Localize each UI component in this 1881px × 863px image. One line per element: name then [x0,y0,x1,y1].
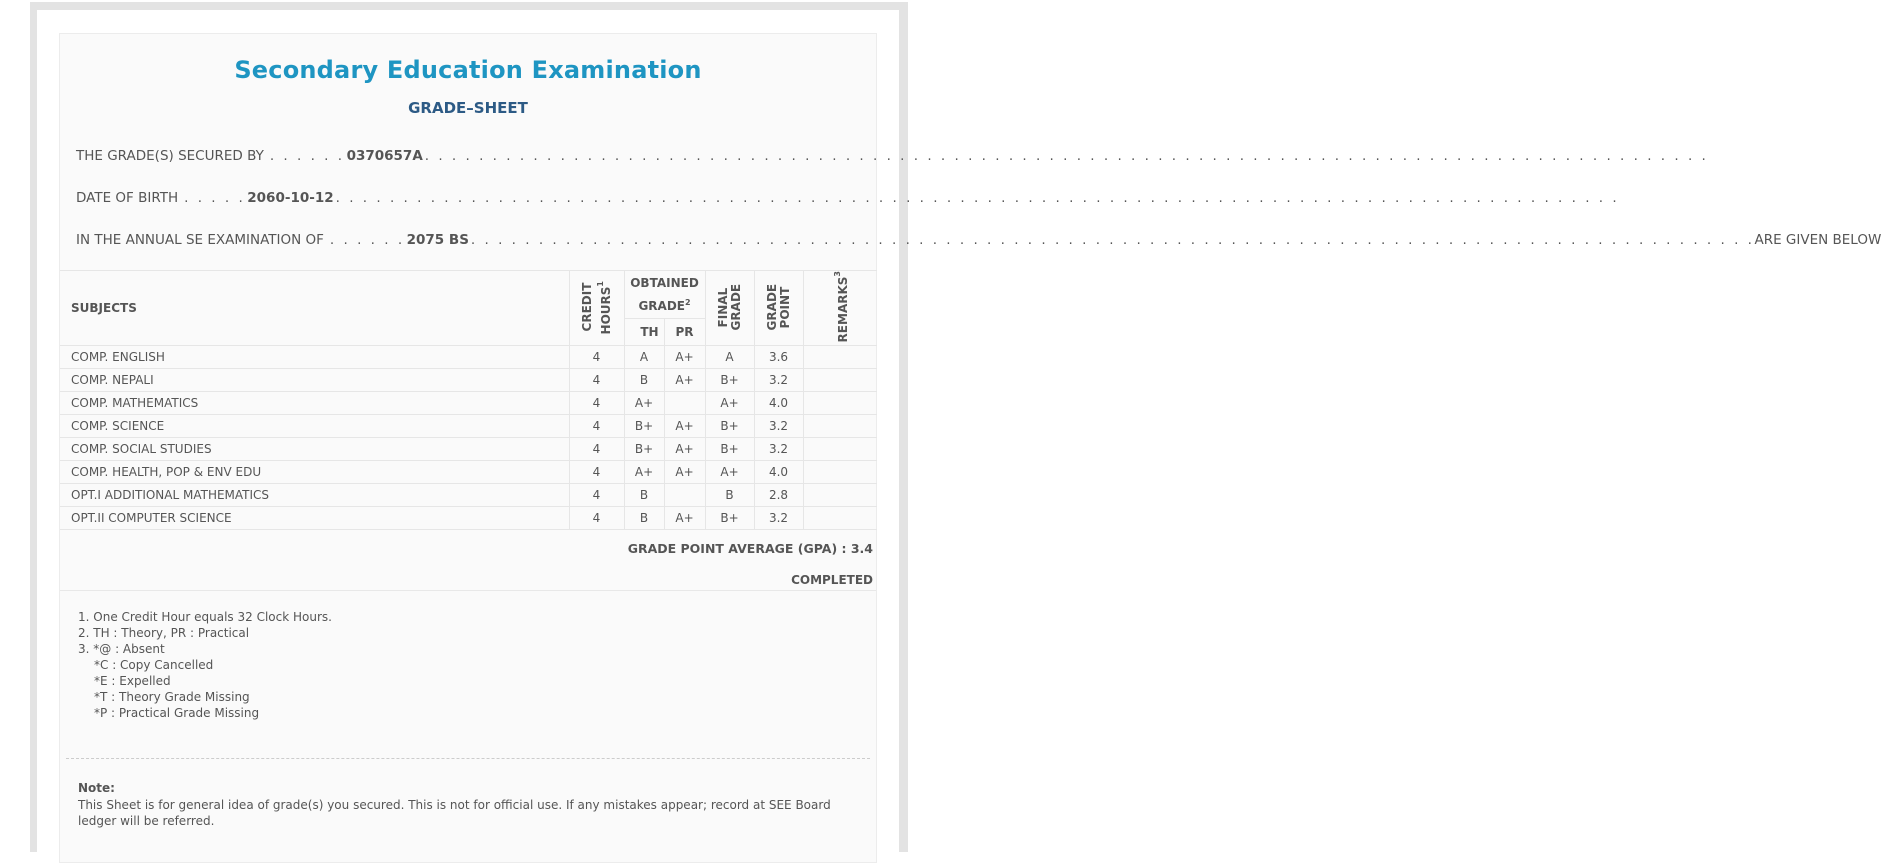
secured-label: THE GRADE(S) SECURED BY [76,148,264,164]
grade-point-cell: 3.2 [754,507,803,530]
th-grade-cell: B [624,507,664,530]
credit-cell: 4 [569,507,624,530]
subject-cell: COMP. MATHEMATICS [60,392,569,415]
credit-cell: 4 [569,369,624,392]
remarks-cell [803,507,877,530]
note-text: This Sheet is for general idea of grade(s) you secured. This is not for official use. If any mistakes appear; record at SEE Board ledger will be referred. [78,798,831,828]
footnote-item: 1. One Credit Hour equals 32 Clock Hours. [78,610,332,624]
table-row [60,346,877,369]
page-subtitle: GRADE–SHEET [408,99,528,117]
th-grade-cell: B+ [624,415,664,438]
secured-by-line [76,148,1709,168]
footnote-item: 3. *@ : Absent [78,642,165,656]
remarks-cell [803,461,877,484]
th-grade-cell: A+ [624,392,664,415]
dob-value: 2060-10-12 [247,190,334,206]
obtained-grade-header: OBTAINED GRADE$^2$ [624,271,705,319]
remarks-header: REMARKS$^3$ [803,271,877,346]
remarks-cell [803,484,877,507]
credit-cell: 4 [569,484,624,507]
subject-cell: OPT.II COMPUTER SCIENCE [60,507,569,530]
page-title: Secondary Education Examination [234,56,702,84]
grades-table [60,270,877,530]
th-grade-cell: B [624,484,664,507]
table-row [60,507,877,530]
final-grade-cell: A+ [705,461,754,484]
exam-label: IN THE ANNUAL SE EXAMINATION OF [76,232,324,248]
exam-year: 2075 BS [406,232,469,248]
lead-dots: . . . . . . [329,232,405,248]
result-status: COMPLETED [791,573,873,587]
footnote-item: 2. TH : Theory, PR : Practical [78,626,250,640]
credit-cell: 4 [569,415,624,438]
exam-line [76,232,1881,252]
th-header: TH [624,319,664,346]
remarks-cell [803,438,877,461]
footnote-item: *T : Theory Grade Missing [94,690,250,704]
grade-point-cell: 3.2 [754,438,803,461]
remarks-cell [803,346,877,369]
table-row [60,392,877,415]
credit-cell: 4 [569,392,624,415]
final-grade-cell: B+ [705,369,754,392]
exam-tail: ARE GIVEN BELOW [1754,232,1881,248]
remarks-cell [803,392,877,415]
grade-point-cell: 4.0 [754,461,803,484]
credit-cell: 4 [569,438,624,461]
gpa-summary: GRADE POINT AVERAGE (GPA) : 3.4 [627,541,873,556]
credit-cell: 4 [569,461,624,484]
subjects-header: SUBJECTS [60,271,569,346]
remarks-cell [803,369,877,392]
final-grade-cell: B+ [705,415,754,438]
fill-dots: . . . . . . . . . . . . . . . . . . . . . . . . . . . . . . . . . . . . . . . . . . . . . . . . . . . . . . . . . . . . . . . . . . . . . . . . . . . . . . . . . . . . . . . . . . . . . . . [470,232,1755,248]
divider [60,590,876,591]
fill-dots: . . . . . . . . . . . . . . . . . . . . . . . . . . . . . . . . . . . . . . . . . . . . . . . . . . . . . . . . . . . . . . . . . . . . . . . . . . . . . . . . . . . . . . . . . . . . . . . [335,190,1620,206]
subject-cell: OPT.I ADDITIONAL MATHEMATICS [60,484,569,507]
dob-line [76,190,1620,210]
pr-grade-cell: A+ [664,369,705,392]
final-grade-cell: A [705,346,754,369]
final-grade-header: FINAL GRADE [705,271,754,346]
footnote-item: *C : Copy Cancelled [94,658,214,672]
table-row [60,415,877,438]
final-grade-cell: B+ [705,438,754,461]
footnote-item: *E : Expelled [94,674,171,688]
grade-point-cell: 3.6 [754,346,803,369]
th-grade-cell: B+ [624,438,664,461]
credit-hours-header: CREDIT HOURS$^1$ [569,271,624,346]
table-row [60,484,877,507]
symbol-number: 0370657A [346,148,423,164]
subject-cell: COMP. HEALTH, POP & ENV EDU [60,461,569,484]
th-grade-cell: A+ [624,461,664,484]
table-row [60,438,877,461]
remarks-cell [803,415,877,438]
final-grade-cell: B+ [705,507,754,530]
dashed-divider [66,758,870,759]
footnote-item: *P : Practical Grade Missing [94,706,260,720]
pr-header: PR [664,319,705,346]
subject-cell: COMP. SCIENCE [60,415,569,438]
table-row [60,369,877,392]
subject-cell: COMP. SOCIAL STUDIES [60,438,569,461]
lead-dots: . . . . . [184,190,246,206]
grade-point-cell: 3.2 [754,415,803,438]
th-grade-cell: A [624,346,664,369]
card [37,10,1881,860]
grade-sheet [59,33,1881,863]
lead-dots: . . . . . . [269,148,345,164]
pr-grade-cell: A+ [664,438,705,461]
pr-grade-cell: A+ [664,507,705,530]
th-grade-cell: B [624,369,664,392]
grade-point-header: GRADE POINT [754,271,803,346]
pr-grade-cell [664,484,705,507]
pr-grade-cell: A+ [664,461,705,484]
grade-point-cell: 4.0 [754,392,803,415]
grade-point-cell: 2.8 [754,484,803,507]
pr-grade-cell: A+ [664,346,705,369]
footnotes [78,609,332,721]
grade-point-cell: 3.2 [754,369,803,392]
subject-cell: COMP. ENGLISH [60,346,569,369]
subject-cell: COMP. NEPALI [60,369,569,392]
fill-dots: . . . . . . . . . . . . . . . . . . . . . . . . . . . . . . . . . . . . . . . . . . . . . . . . . . . . . . . . . . . . . . . . . . . . . . . . . . . . . . . . . . . . . . . . . . . . . . . [424,148,1709,164]
table-row [60,461,877,484]
note-heading: Note: [78,781,115,795]
pr-grade-cell [664,392,705,415]
final-grade-cell: A+ [705,392,754,415]
pr-grade-cell: A+ [664,415,705,438]
dob-label: DATE OF BIRTH [76,190,179,206]
final-grade-cell: B [705,484,754,507]
credit-cell: 4 [569,346,624,369]
